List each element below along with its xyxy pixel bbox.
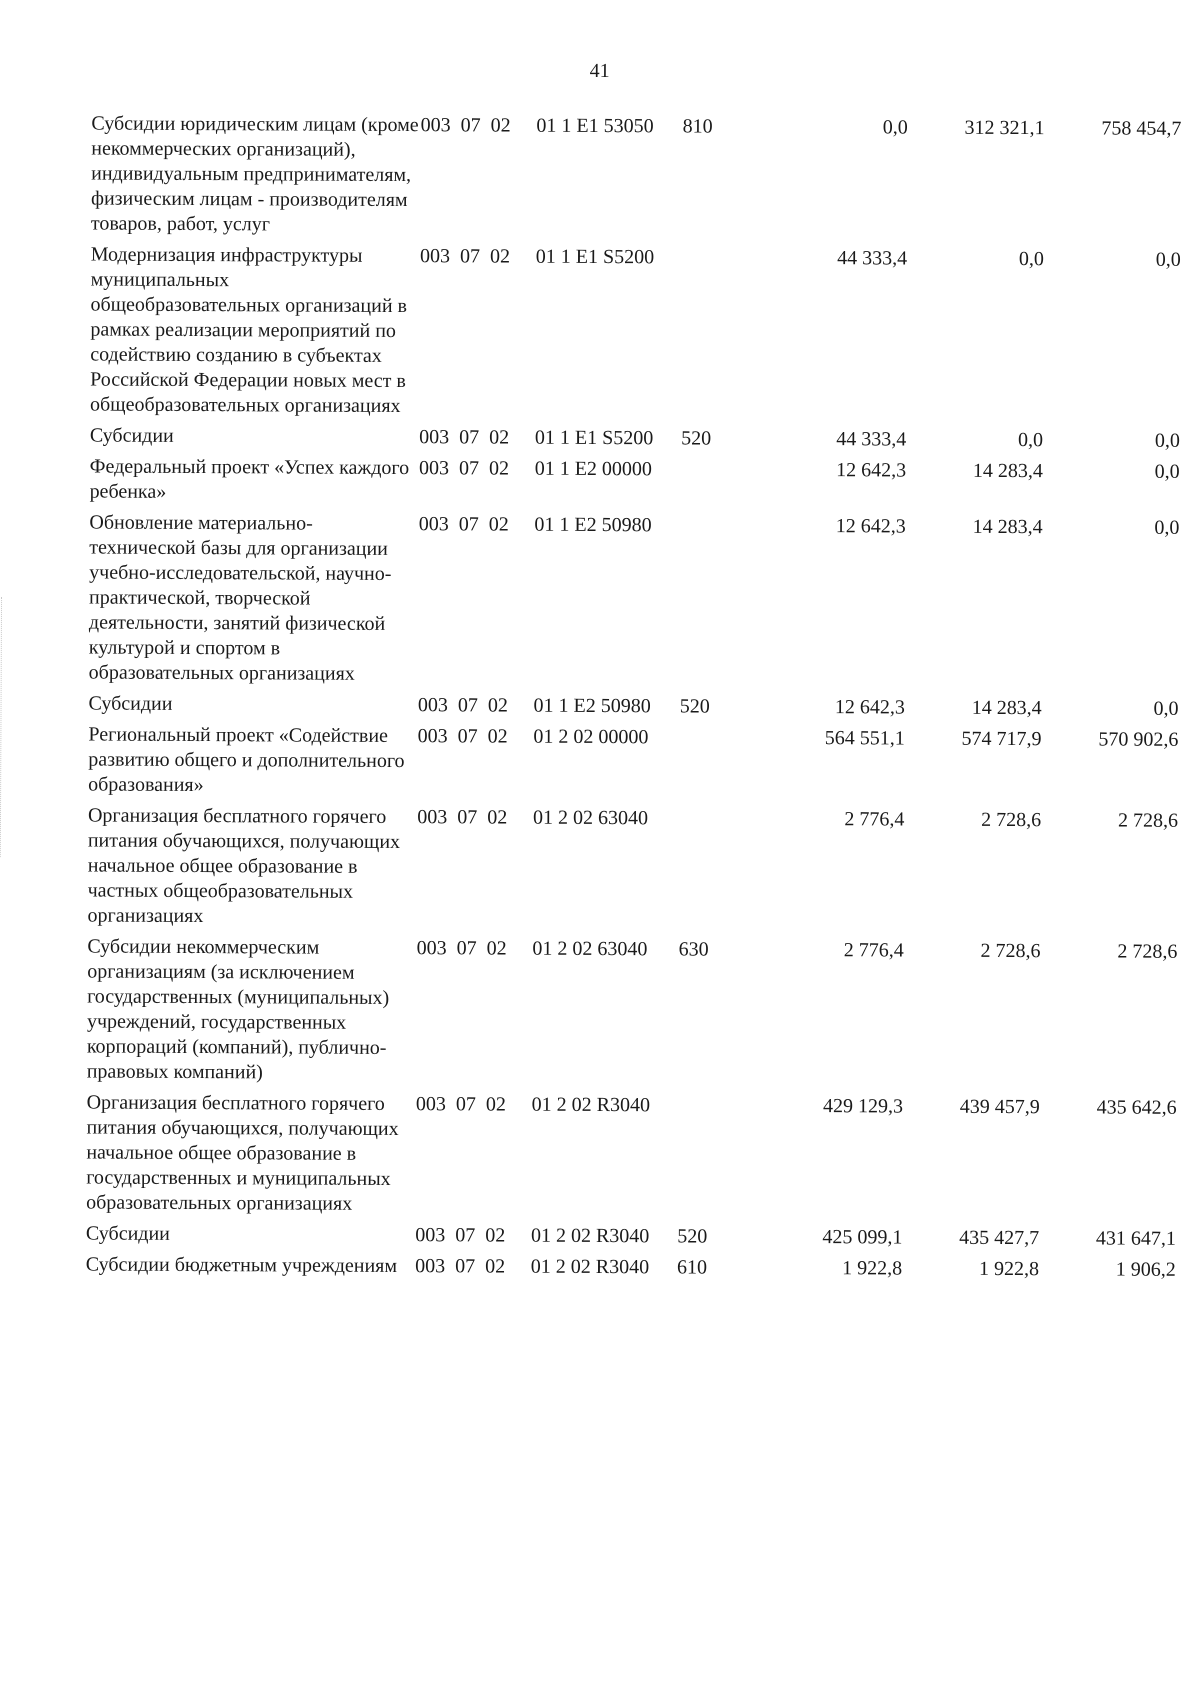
row-amount-year-3: 1 906,2 — [1115, 1258, 1176, 1281]
row-amount-year-1: 564 551,1 — [824, 727, 905, 750]
row-subsection-code: 02 — [488, 457, 510, 480]
row-section-code: 07 — [460, 245, 481, 268]
row-amount-year-3: 0,0 — [1154, 460, 1180, 483]
row-subsection-code: 02 — [490, 114, 511, 137]
row-subsection-code: 02 — [485, 1255, 506, 1278]
row-ministry-code: 003 — [417, 725, 448, 748]
row-amount-year-3: 570 902,6 — [1098, 728, 1179, 751]
row-amount-year-2: 1 922,8 — [978, 1257, 1040, 1281]
row-amount-year-2: 435 427,7 — [959, 1226, 1040, 1250]
row-amount-year-3: 2 728,6 — [1117, 809, 1179, 832]
row-ministry-code: 003 — [415, 1224, 446, 1247]
row-target-code: 01 2 02 R3040 — [530, 1255, 650, 1279]
row-name: Субсидии юридическим лицам (кроме некоммерческих организаций), индивидуальным предпринимателям, физическим лицам - производителям товаров, работ, услуг — [90, 112, 419, 236]
row-ministry-code: 003 — [419, 426, 450, 449]
row-amount-year-3: 431 647,1 — [1095, 1227, 1177, 1250]
row-code — [419, 456, 535, 513]
row-amount-year-1: 12 642,3 — [835, 515, 906, 538]
row-section-code: 07 — [456, 937, 477, 960]
budget-table-body — [86, 112, 1182, 1289]
table-row — [86, 1253, 1176, 1289]
row-code — [415, 1254, 531, 1286]
table-row — [90, 243, 1181, 429]
row-code — [417, 805, 533, 937]
budget-table — [86, 112, 1182, 1289]
row-section-code: 07 — [458, 457, 480, 480]
row-target-code: 01 2 02 R3040 — [530, 1224, 650, 1248]
row-target-code: 01 1 E2 50980 — [534, 513, 652, 537]
table-row — [87, 804, 1178, 940]
row-expense-type: 610 — [677, 1256, 708, 1279]
table-row — [87, 935, 1178, 1096]
row-amount-year-2: 14 283,4 — [972, 459, 1043, 483]
scan-margin-marks — [0, 597, 4, 857]
row-ministry-code: 003 — [420, 114, 451, 137]
row-ministry-code: 003 — [416, 937, 447, 960]
row-ministry-code: 003 — [418, 457, 450, 480]
row-code — [415, 1092, 531, 1224]
row-expense-type — [681, 245, 753, 426]
row-subsection-code: 02 — [487, 725, 508, 748]
row-subsection-code: 02 — [485, 1224, 506, 1247]
row-amount-year-1: 12 642,3 — [834, 696, 906, 719]
row-name: Субсидии — [85, 1222, 170, 1245]
row-code — [418, 512, 535, 694]
row-expense-type — [681, 457, 753, 513]
row-amount-year-2: 439 457,9 — [959, 1095, 1040, 1119]
row-name: Федеральный проект «Успех каждого ребенка» — [89, 455, 410, 503]
row-amount-year-2: 2 728,6 — [981, 808, 1042, 832]
row-subsection-code: 02 — [488, 513, 509, 536]
row-target-code: 01 1 E1 53050 — [536, 114, 654, 138]
row-amount-year-3: 0,0 — [1155, 248, 1181, 271]
row-amount-year-1: 44 333,4 — [836, 428, 907, 451]
row-section-code: 07 — [455, 1093, 476, 1116]
row-section-code: 07 — [458, 513, 479, 536]
row-amount-year-2: 312 321,1 — [964, 116, 1045, 140]
table-row — [88, 723, 1178, 809]
table-row — [86, 1091, 1177, 1227]
row-ministry-code: 003 — [417, 806, 448, 829]
table-row — [89, 455, 1179, 516]
row-code — [415, 1223, 531, 1255]
row-code — [420, 113, 536, 245]
row-amount-year-1: 2 776,4 — [843, 939, 904, 962]
page-number: 41 — [589, 59, 610, 83]
row-section-code: 07 — [455, 1224, 476, 1247]
row-code — [417, 724, 533, 806]
row-amount-year-1: 429 129,3 — [822, 1095, 904, 1118]
row-expense-type: 520 — [679, 695, 710, 718]
row-amount-year-2: 14 283,4 — [971, 696, 1042, 720]
row-amount-year-3: 0,0 — [1154, 516, 1180, 539]
row-subsection-code: 02 — [487, 694, 508, 717]
row-amount-year-1: 0,0 — [882, 116, 908, 139]
row-amount-year-3: 758 454,7 — [1101, 117, 1182, 140]
row-target-code: 01 1 E1 S5200 — [534, 426, 654, 450]
row-subsection-code: 02 — [486, 937, 507, 960]
row-target-code: 01 2 02 63040 — [532, 937, 648, 961]
row-target-code: 01 2 02 00000 — [533, 725, 649, 749]
row-subsection-code: 02 — [487, 806, 508, 829]
row-amount-year-3: 0,0 — [1153, 697, 1179, 720]
row-amount-year-1: 12 642,3 — [836, 459, 907, 482]
row-expense-type: 520 — [681, 427, 712, 450]
row-ministry-code: 003 — [420, 245, 451, 268]
row-code — [419, 425, 535, 457]
row-name: Субсидии бюджетным учреждениям — [85, 1253, 398, 1278]
row-ministry-code: 003 — [415, 1093, 446, 1116]
row-target-code: 01 1 E2 50980 — [533, 694, 651, 718]
row-name: Субсидии — [89, 424, 174, 447]
row-name: Субсидии некоммерческим организациям (за исключением государственных (муниципальных) учреждений, государственных корпораций (компаний), публично-правовых компаний) — [86, 935, 390, 1084]
row-amount-year-2: 574 717,9 — [961, 727, 1042, 751]
row-code — [419, 244, 536, 426]
row-expense-type — [677, 1093, 749, 1224]
row-amount-year-1: 1 922,8 — [842, 1257, 903, 1280]
row-expense-type — [680, 513, 752, 694]
row-name: Региональный проект «Содействие развитию общего и дополнительного образования» — [88, 723, 405, 797]
row-ministry-code: 003 — [415, 1255, 446, 1278]
row-amount-year-3: 0,0 — [1154, 429, 1180, 452]
row-amount-year-2: 0,0 — [1018, 248, 1044, 271]
row-amount-year-1: 425 099,1 — [822, 1226, 903, 1249]
row-expense-type — [679, 806, 751, 937]
row-name: Организация бесплатного горячего питания обучающихся, получающих начальное общее образование в государственных и муниципальных образовательных организациях — [86, 1091, 399, 1215]
row-name: Организация бесплатного горячего питания обучающихся, получающих начальное общее образование в частных общеобразовательных организациях — [87, 804, 401, 928]
row-expense-type: 810 — [682, 115, 713, 138]
row-subsection-code: 02 — [489, 426, 510, 449]
row-amount-year-1: 2 776,4 — [844, 808, 905, 831]
table-row — [89, 511, 1180, 697]
row-name: Модернизация инфраструктуры муниципальных общеобразовательных организаций в рамках реализации мероприятий по содействию созданию в субъектах Российской Федерации новых мест в общеобразовательных организациях — [89, 243, 408, 418]
row-section-code: 07 — [457, 694, 478, 717]
row-amount-year-3: 2 728,6 — [1117, 940, 1178, 963]
row-section-code: 07 — [457, 806, 478, 829]
row-section-code: 07 — [460, 114, 481, 137]
row-target-code: 01 1 E1 S5200 — [535, 245, 655, 269]
table-row — [91, 112, 1182, 248]
row-name: Субсидии — [88, 692, 173, 715]
row-ministry-code: 003 — [418, 513, 449, 536]
row-name: Обновление материально-технической базы для организации учебно-исследовательской, научно-практической, творческой деятельности, занятий физической культурой и спортом в образовательных организациях — [88, 511, 392, 685]
row-section-code: 07 — [457, 725, 478, 748]
row-amount-year-3: 435 642,6 — [1096, 1096, 1177, 1119]
row-ministry-code: 003 — [417, 694, 448, 717]
row-expense-type — [679, 725, 751, 806]
row-amount-year-2: 0,0 — [1017, 429, 1044, 452]
row-amount-year-2: 14 283,4 — [972, 515, 1043, 539]
row-subsection-code: 02 — [485, 1093, 506, 1116]
row-subsection-code: 02 — [490, 245, 511, 268]
row-section-code: 07 — [459, 426, 480, 449]
row-expense-type: 520 — [677, 1225, 708, 1248]
row-amount-year-2: 2 728,6 — [980, 939, 1041, 963]
row-section-code: 07 — [455, 1255, 476, 1278]
row-target-code: 01 2 02 R3040 — [531, 1093, 651, 1117]
row-target-code: 01 1 E2 00000 — [534, 457, 653, 481]
row-expense-type: 630 — [678, 938, 709, 961]
row-code — [416, 936, 532, 1093]
row-amount-year-1: 44 333,4 — [837, 247, 908, 270]
row-code — [418, 693, 534, 725]
row-target-code: 01 2 02 63040 — [532, 806, 649, 830]
